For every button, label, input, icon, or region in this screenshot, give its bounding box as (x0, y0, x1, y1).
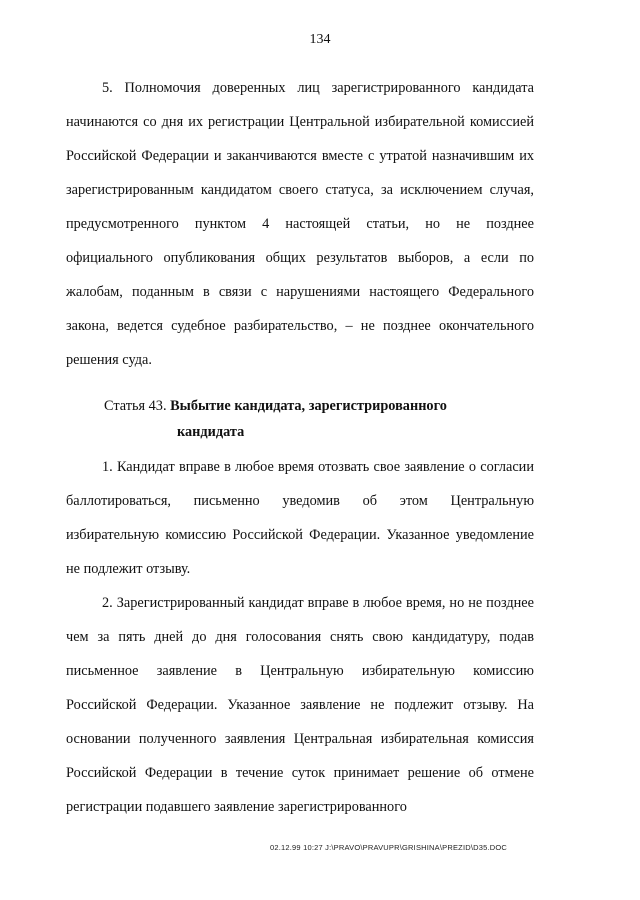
paragraph-2-registered-candidate-withdrawal: 2. Зарегистрированный кандидат вправе в любое время, но не позднее чем за пять дней до дня голосования снять свою кандидатуру, подав письменное заявление в Центральную избирательную комиссию Российской Федерации. Указанное заявление не подлежит отзыву. На основании полученного заявления Центральная избирательная комиссия Российской Федерации в течение суток принимает решение об отмене регистрации подавшего заявление зарегистрированного (66, 595, 534, 815)
article-title: Выбытие кандидата, зарегистрированного (170, 398, 447, 414)
article-title-continued: кандидата (177, 424, 245, 440)
article-label: Статья 43. (104, 398, 167, 414)
paragraph-5-authority-of-proxies: 5. Полномочия доверенных лиц зарегистрированного кандидата начинаются со дня их регистрации Центральной избирательной комиссией Российской Федерации и заканчиваются вместе с утратой назначившим их зарегистрированным кандидатом своего статуса, за исключением случая, предусмотренного пунктом 4 настоящей статьи, но не позднее официального опубликования общих результатов выборов, а если по жалобам, поданным в связи с нарушениями настоящего Федерального закона, ведется судебное разбирательство, – не позднее окончательного решения суда. (66, 80, 534, 368)
page-number: 134 (309, 32, 331, 47)
article-heading (104, 393, 544, 445)
paragraph-1-candidate-withdrawal: 1. Кандидат вправе в любое время отозвать свое заявление о согласии баллотироваться, письменно уведомив об этом Центральную избирательную комиссию Российской Федерации. Указанное уведомление не подлежит отзыву. (66, 459, 534, 577)
footer-file-stamp: 02.12.99 10:27 J:\PRAVO\PRAVUPR\GRISHINA\PREZID\D35.DOC (270, 843, 508, 852)
